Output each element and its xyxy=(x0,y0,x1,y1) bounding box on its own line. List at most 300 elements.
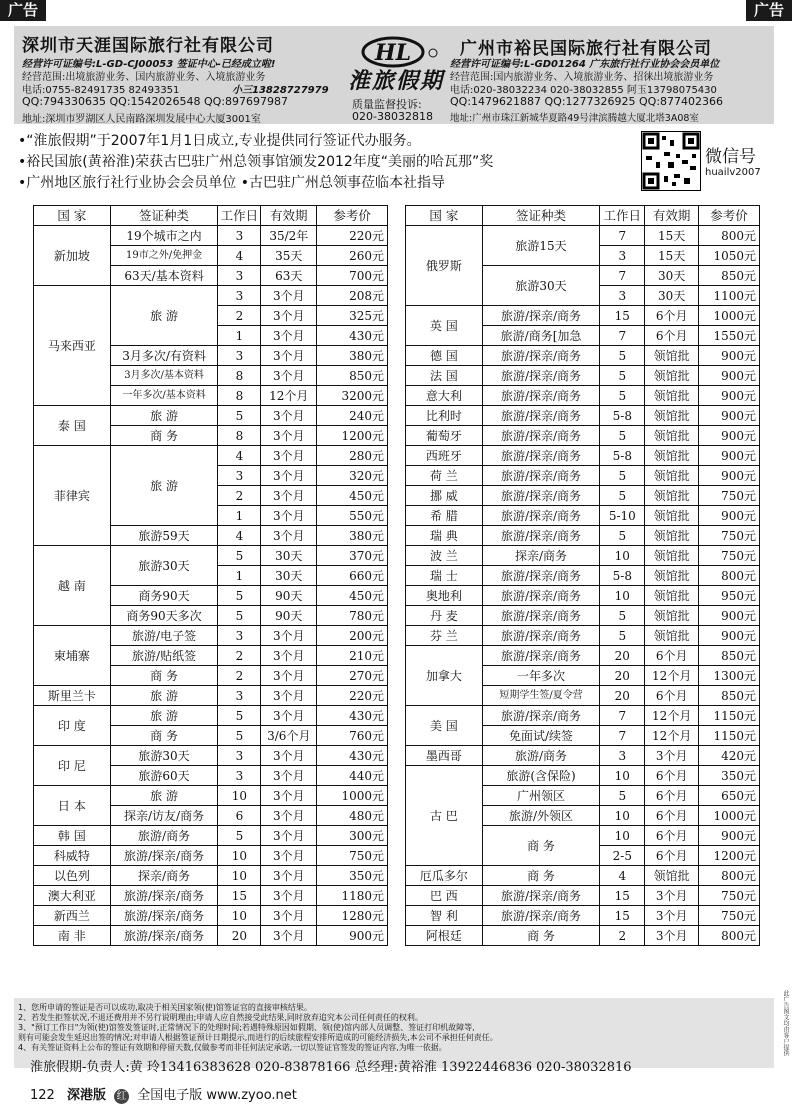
visa-type-cell: 63天/基本资料 xyxy=(110,266,218,286)
site-url[interactable]: 全国电子版 www.zyoo.net xyxy=(137,1088,297,1103)
workdays-cell: 3 xyxy=(600,746,645,766)
validity-cell: 15天 xyxy=(645,246,699,266)
visa-type-cell: 旅游/探亲/商务 xyxy=(482,646,600,666)
table-row xyxy=(406,466,760,486)
visa-type-cell: 3月多次/基本资料 xyxy=(110,366,218,386)
validity-cell: 3个月 xyxy=(261,526,317,546)
price-cell: 850元 xyxy=(699,646,760,666)
workdays-cell: 7 xyxy=(600,726,645,746)
workdays-cell: 3 xyxy=(218,626,261,646)
left-phone: 电话:0755-82491735 82493351 xyxy=(22,85,180,96)
table-row xyxy=(34,626,388,646)
workdays-cell: 3 xyxy=(218,686,261,706)
validity-cell: 30天 xyxy=(645,266,699,286)
workdays-cell: 5-10 xyxy=(600,506,645,526)
logo-mark: HL xyxy=(374,40,412,66)
visa-table-right xyxy=(405,205,760,946)
price-cell: 660元 xyxy=(317,566,388,586)
country-cell: 新加坡 xyxy=(34,226,111,286)
price-cell: 220元 xyxy=(317,226,388,246)
price-cell: 900元 xyxy=(699,406,760,426)
table-row xyxy=(406,886,760,906)
price-cell: 900元 xyxy=(317,926,388,946)
price-cell: 260元 xyxy=(317,246,388,266)
table-row xyxy=(406,226,760,246)
visa-type-cell: 广州领区 xyxy=(482,786,600,806)
price-cell: 1550元 xyxy=(699,326,760,346)
visa-type-cell: 旅游/商务[加急 xyxy=(482,326,600,346)
table-row xyxy=(406,386,760,406)
validity-cell: 3个月 xyxy=(261,766,317,786)
price-cell: 210元 xyxy=(317,646,388,666)
country-cell: 德 国 xyxy=(406,346,483,366)
workdays-cell: 5 xyxy=(218,606,261,626)
price-cell: 3200元 xyxy=(317,386,388,406)
price-cell: 450元 xyxy=(317,586,388,606)
validity-cell: 领馆批 xyxy=(645,346,699,366)
visa-type-cell: 旅游/探亲/商务 xyxy=(482,506,600,526)
validity-cell: 3个月 xyxy=(261,506,317,526)
table-row xyxy=(34,746,388,766)
price-cell: 270元 xyxy=(317,666,388,686)
validity-cell: 6个月 xyxy=(645,306,699,326)
visa-type-cell: 探亲/商务 xyxy=(482,546,600,566)
workdays-cell: 10 xyxy=(600,806,645,826)
validity-cell: 3个月 xyxy=(261,406,317,426)
validity-cell: 3个月 xyxy=(261,906,317,926)
visa-type-cell: 旅游/探亲/商务 xyxy=(482,366,600,386)
visa-type-cell: 旅游/探亲/商务 xyxy=(482,566,600,586)
price-cell: 750元 xyxy=(317,846,388,866)
country-cell: 芬 兰 xyxy=(406,626,483,646)
visa-type-cell: 19市之外/免押金 xyxy=(110,246,218,266)
visa-type-cell: 一年多次/基本资料 xyxy=(110,386,218,406)
price-cell: 320元 xyxy=(317,466,388,486)
price-cell: 370元 xyxy=(317,546,388,566)
price-cell: 900元 xyxy=(699,826,760,846)
country-cell: 意大利 xyxy=(406,386,483,406)
country-cell: 日 本 xyxy=(34,786,111,826)
price-cell: 420元 xyxy=(699,746,760,766)
left-scope: 经营范围:出境旅游业务、国内旅游业务、入境旅游业务 xyxy=(22,72,266,83)
validity-cell: 3个月 xyxy=(261,466,317,486)
validity-cell: 领馆批 xyxy=(645,466,699,486)
validity-cell: 3个月 xyxy=(261,486,317,506)
validity-cell: 90天 xyxy=(261,586,317,606)
validity-cell: 3/6个月 xyxy=(261,726,317,746)
price-cell: 200元 xyxy=(317,626,388,646)
validity-cell: 3个月 xyxy=(261,806,317,826)
validity-cell: 35/2年 xyxy=(261,226,317,246)
workdays-cell: 20 xyxy=(600,666,645,686)
table-row xyxy=(34,866,388,886)
visa-type-cell: 一年多次 xyxy=(482,666,600,686)
workdays-cell: 4 xyxy=(600,866,645,886)
workdays-cell: 1 xyxy=(218,326,261,346)
price-cell: 900元 xyxy=(699,366,760,386)
price-cell: 1200元 xyxy=(317,426,388,446)
workdays-cell: 2-5 xyxy=(600,846,645,866)
visa-table-left xyxy=(33,205,388,946)
table-row xyxy=(34,446,388,466)
validity-cell: 3个月 xyxy=(261,706,317,726)
validity-cell: 3个月 xyxy=(261,886,317,906)
price-cell: 350元 xyxy=(699,766,760,786)
right-company-name: 广州市裕民国际旅行社有限公司 xyxy=(460,39,712,59)
price-cell: 350元 xyxy=(317,866,388,886)
validity-cell: 6个月 xyxy=(645,326,699,346)
price-cell: 800元 xyxy=(699,926,760,946)
visa-type-cell: 旅 游 xyxy=(110,406,218,426)
price-cell: 800元 xyxy=(699,566,760,586)
workdays-cell: 20 xyxy=(600,686,645,706)
country-cell: 智 利 xyxy=(406,906,483,926)
validity-cell: 3个月 xyxy=(261,786,317,806)
validity-cell: 3个月 xyxy=(261,306,317,326)
validity-cell: 12个月 xyxy=(645,706,699,726)
visa-type-cell: 旅游60天 xyxy=(110,766,218,786)
table-row xyxy=(34,786,388,806)
col-header-price: 参考价 xyxy=(699,206,760,226)
right-scope: 经营范围:国内旅游业务、入境旅游业务、招徕出境旅游业务 xyxy=(450,72,714,83)
table-row xyxy=(406,366,760,386)
validity-cell: 3个月 xyxy=(261,826,317,846)
visa-type-cell: 旅 游 xyxy=(110,706,218,726)
visa-type-cell: 3月多次/有资料 xyxy=(110,346,218,366)
table-row xyxy=(406,426,760,446)
workdays-cell: 4 xyxy=(218,526,261,546)
validity-cell: 领馆批 xyxy=(645,606,699,626)
price-cell: 800元 xyxy=(699,866,760,886)
visa-type-cell: 短期学生签/夏令营 xyxy=(482,686,600,706)
workdays-cell: 7 xyxy=(600,706,645,726)
country-cell: 葡萄牙 xyxy=(406,426,483,446)
workdays-cell: 5 xyxy=(600,526,645,546)
validity-cell: 6个月 xyxy=(645,786,699,806)
validity-cell: 30天 xyxy=(261,566,317,586)
left-contact: 小三13828727979 xyxy=(232,85,329,96)
side-note: 此广告图文均由客户提供 xyxy=(782,990,789,1056)
visa-type-cell: 旅游/探亲/商务 xyxy=(482,706,600,726)
table-row xyxy=(406,486,760,506)
validity-cell: 领馆批 xyxy=(645,586,699,606)
price-cell: 750元 xyxy=(699,546,760,566)
table-row xyxy=(34,826,388,846)
workdays-cell: 2 xyxy=(218,666,261,686)
table-row xyxy=(34,406,388,426)
wechat-label: 微信号 xyxy=(705,147,756,167)
country-cell: 挪 威 xyxy=(406,486,483,506)
table-row xyxy=(406,766,760,786)
workdays-cell: 20 xyxy=(218,926,261,946)
price-cell: 750元 xyxy=(699,906,760,926)
price-cell: 800元 xyxy=(699,226,760,246)
country-cell: 丹 麦 xyxy=(406,606,483,626)
workdays-cell: 10 xyxy=(218,866,261,886)
workdays-cell: 5 xyxy=(600,486,645,506)
visa-type-cell: 旅游/商务 xyxy=(482,746,600,766)
price-cell: 850元 xyxy=(699,266,760,286)
ad-label-left: 广告 xyxy=(0,0,46,21)
workdays-cell: 5 xyxy=(600,786,645,806)
price-cell: 220元 xyxy=(317,686,388,706)
col-header-visa-type: 签证种类 xyxy=(482,206,600,226)
validity-cell: 3个月 xyxy=(261,346,317,366)
validity-cell: 90天 xyxy=(261,606,317,626)
visa-type-cell: 旅游30天 xyxy=(110,746,218,766)
announcement-3: •广州地区旅行社行业协会会员单位 •古巴驻广州总领事莅临本社指导 xyxy=(18,175,445,191)
workdays-cell: 4 xyxy=(218,446,261,466)
visa-type-cell: 探亲/商务 xyxy=(110,866,218,886)
workdays-cell: 15 xyxy=(600,306,645,326)
price-cell: 300元 xyxy=(317,826,388,846)
country-cell: 印 度 xyxy=(34,706,111,746)
validity-cell: 领馆批 xyxy=(645,386,699,406)
edition-mark-icon: 红 xyxy=(114,1089,129,1104)
price-cell: 550元 xyxy=(317,506,388,526)
price-cell: 1280元 xyxy=(317,906,388,926)
validity-cell: 领馆批 xyxy=(645,626,699,646)
workdays-cell: 5 xyxy=(600,426,645,446)
price-cell: 760元 xyxy=(317,726,388,746)
workdays-cell: 5 xyxy=(600,606,645,626)
validity-cell: 3个月 xyxy=(261,626,317,646)
table-row xyxy=(406,526,760,546)
workdays-cell: 3 xyxy=(600,246,645,266)
validity-cell: 63天 xyxy=(261,266,317,286)
left-license: 经营许可证编号:L-GD-CJ00053 签证中心-已经成立啦! xyxy=(22,59,276,70)
workdays-cell: 5 xyxy=(600,346,645,366)
price-cell: 430元 xyxy=(317,326,388,346)
contact-line: 淮旅假期-负责人:黄 玲13416383628 020-83878166 总经理:黄裕淮 13922446836 020-38032816 xyxy=(30,1060,632,1075)
price-cell: 900元 xyxy=(699,446,760,466)
visa-type-cell: 旅游/外领区 xyxy=(482,806,600,826)
validity-cell: 3个月 xyxy=(261,646,317,666)
visa-type-cell: 商 务 xyxy=(482,826,600,866)
workdays-cell: 15 xyxy=(600,906,645,926)
validity-cell: 3个月 xyxy=(261,846,317,866)
right-phone: 电话:020-38032234 020-38032855 阿玉13798075430 xyxy=(450,85,717,96)
price-cell: 750元 xyxy=(699,486,760,506)
validity-cell: 3个月 xyxy=(261,866,317,886)
workdays-cell: 3 xyxy=(218,346,261,366)
visa-type-cell: 旅游/探亲/商务 xyxy=(482,906,600,926)
workdays-cell: 15 xyxy=(600,886,645,906)
table-row xyxy=(406,626,760,646)
validity-cell: 30天 xyxy=(645,286,699,306)
country-cell: 希 腊 xyxy=(406,506,483,526)
price-cell: 700元 xyxy=(317,266,388,286)
note-4: 4、有关签证资料上公布的签证有效期和停留天数,仅做参考而非任何法定承诺,一切以签证官签发的签证内容,为唯一依据。 xyxy=(18,1043,447,1052)
visa-type-cell: 商 务 xyxy=(110,666,218,686)
workdays-cell: 3 xyxy=(600,286,645,306)
table-row xyxy=(34,226,388,246)
table-row xyxy=(406,586,760,606)
left-address: 地址:深圳市罗湖区人民南路深圳发展中心大厦3001室 xyxy=(22,114,261,125)
workdays-cell: 5 xyxy=(218,586,261,606)
visa-type-cell: 旅游/探亲/商务 xyxy=(110,926,218,946)
validity-cell: 6个月 xyxy=(645,686,699,706)
country-cell: 英 国 xyxy=(406,306,483,346)
workdays-cell: 10 xyxy=(218,786,261,806)
price-cell: 1180元 xyxy=(317,886,388,906)
table-row xyxy=(34,926,388,946)
price-cell: 240元 xyxy=(317,406,388,426)
price-cell: 480元 xyxy=(317,806,388,826)
validity-cell: 6个月 xyxy=(645,806,699,826)
visa-type-cell: 旅游59天 xyxy=(110,526,218,546)
visa-type-cell: 旅游/电子签 xyxy=(110,626,218,646)
country-cell: 泰 国 xyxy=(34,406,111,446)
workdays-cell: 15 xyxy=(218,886,261,906)
table-row xyxy=(406,446,760,466)
col-header-workdays: 工作日 xyxy=(600,206,645,226)
visa-type-cell: 探亲/访友/商务 xyxy=(110,806,218,826)
visa-type-cell: 旅游/探亲/商务 xyxy=(482,306,600,326)
visa-type-cell: 19个城市之内 xyxy=(110,226,218,246)
announcement-1: •“淮旅假期”于2007年1月1日成立,专业提供同行签证代办服务。 xyxy=(18,133,421,149)
price-cell: 850元 xyxy=(699,686,760,706)
price-cell: 900元 xyxy=(699,506,760,526)
table-row xyxy=(34,886,388,906)
table-row xyxy=(406,346,760,366)
workdays-cell: 10 xyxy=(600,826,645,846)
visa-type-cell: 免面试/续签 xyxy=(482,726,600,746)
visa-type-cell: 旅游/商务 xyxy=(110,826,218,846)
workdays-cell: 10 xyxy=(600,586,645,606)
price-cell: 950元 xyxy=(699,586,760,606)
table-row xyxy=(406,546,760,566)
validity-cell: 3个月 xyxy=(261,926,317,946)
country-cell: 菲律宾 xyxy=(34,446,111,546)
table-row xyxy=(406,506,760,526)
visa-type-cell: 旅游/探亲/商务 xyxy=(482,586,600,606)
validity-cell: 3个月 xyxy=(261,426,317,446)
country-cell: 法 国 xyxy=(406,366,483,386)
validity-cell: 3个月 xyxy=(645,746,699,766)
visa-type-cell: 旅游/探亲/商务 xyxy=(110,886,218,906)
left-company-name: 深圳市天涯国际旅行社有限公司 xyxy=(22,36,274,56)
col-header-visa-type: 签证种类 xyxy=(110,206,218,226)
visa-type-cell: 旅游/探亲/商务 xyxy=(482,426,600,446)
price-cell: 380元 xyxy=(317,346,388,366)
price-cell: 1000元 xyxy=(317,786,388,806)
page-number: 122 xyxy=(30,1088,55,1103)
col-header-country: 国 家 xyxy=(406,206,483,226)
visa-type-cell: 旅游/探亲/商务 xyxy=(482,466,600,486)
price-cell: 1100元 xyxy=(699,286,760,306)
workdays-cell: 1 xyxy=(218,566,261,586)
workdays-cell: 7 xyxy=(600,226,645,246)
footer xyxy=(30,1084,297,1104)
validity-cell: 6个月 xyxy=(645,846,699,866)
price-cell: 780元 xyxy=(317,606,388,626)
workdays-cell: 8 xyxy=(218,426,261,446)
visa-type-cell: 旅游(含保险) xyxy=(482,766,600,786)
validity-cell: 12个月 xyxy=(645,666,699,686)
country-cell: 马来西亚 xyxy=(34,286,111,406)
visa-type-cell: 商 务 xyxy=(482,926,600,946)
validity-cell: 领馆批 xyxy=(645,866,699,886)
workdays-cell: 5 xyxy=(600,466,645,486)
country-cell: 奥地利 xyxy=(406,586,483,606)
workdays-cell: 6 xyxy=(218,806,261,826)
workdays-cell: 5 xyxy=(218,726,261,746)
wechat-id: huailv2007 xyxy=(705,167,761,178)
price-cell: 430元 xyxy=(317,706,388,726)
visa-type-cell: 旅游/探亲/商务 xyxy=(482,606,600,626)
price-cell: 450元 xyxy=(317,486,388,506)
price-cell: 280元 xyxy=(317,446,388,466)
country-cell: 澳大利亚 xyxy=(34,886,111,906)
validity-cell: 6个月 xyxy=(645,766,699,786)
visa-type-cell: 旅游/贴纸签 xyxy=(110,646,218,666)
price-cell: 208元 xyxy=(317,286,388,306)
workdays-cell: 3 xyxy=(218,466,261,486)
col-header-price: 参考价 xyxy=(317,206,388,226)
price-cell: 1000元 xyxy=(699,806,760,826)
country-cell: 科威特 xyxy=(34,846,111,866)
workdays-cell: 2 xyxy=(218,306,261,326)
price-cell: 900元 xyxy=(699,346,760,366)
visa-type-cell: 旅游30天 xyxy=(482,266,600,306)
workdays-cell: 5-8 xyxy=(600,566,645,586)
validity-cell: 3个月 xyxy=(261,366,317,386)
table-row xyxy=(406,306,760,326)
country-cell: 越 南 xyxy=(34,546,111,626)
visa-type-cell: 商务90天多次 xyxy=(110,606,218,626)
country-cell: 阿根廷 xyxy=(406,926,483,946)
validity-cell: 领馆批 xyxy=(645,366,699,386)
price-cell: 850元 xyxy=(317,366,388,386)
validity-cell: 领馆批 xyxy=(645,526,699,546)
table-row xyxy=(406,926,760,946)
ad-label-right: 广告 xyxy=(746,0,792,21)
workdays-cell: 10 xyxy=(600,766,645,786)
col-header-validity: 有效期 xyxy=(261,206,317,226)
price-cell: 900元 xyxy=(699,606,760,626)
logo-text: 淮旅假期 xyxy=(348,68,445,94)
price-cell: 900元 xyxy=(699,426,760,446)
workdays-cell: 5 xyxy=(218,546,261,566)
validity-cell: 3个月 xyxy=(261,326,317,346)
visa-type-cell: 商务90天 xyxy=(110,586,218,606)
workdays-cell: 10 xyxy=(218,846,261,866)
price-cell: 650元 xyxy=(699,786,760,806)
price-cell: 1300元 xyxy=(699,666,760,686)
left-qq: QQ:794330635 QQ:1542026548 QQ:897697987 xyxy=(22,95,289,108)
price-cell: 900元 xyxy=(699,626,760,646)
country-cell: 加拿大 xyxy=(406,646,483,706)
note-2: 2、若发生拒签状况,不退还费用并不另行说明理由;申请人应自然接受此结果,同时放弃追究本公司任何责任的权利。 xyxy=(18,1013,423,1022)
price-cell: 430元 xyxy=(317,746,388,766)
price-cell: 750元 xyxy=(699,526,760,546)
table-row xyxy=(406,906,760,926)
price-cell: 380元 xyxy=(317,526,388,546)
validity-cell: 领馆批 xyxy=(645,486,699,506)
table-row xyxy=(34,846,388,866)
workdays-cell: 8 xyxy=(218,386,261,406)
workdays-cell: 3 xyxy=(218,226,261,246)
announcement-2: •裕民国旅(黄裕淮)荣获古巴驻广州总领事馆颁发2012年度“美丽的哈瓦那”奖 xyxy=(18,154,494,170)
edition-name: 深港版 xyxy=(66,1088,106,1103)
note-3: 3、"预订工作日"为领(使)馆签发签证时,正常情况下的处理时间;若遇特殊原因如假期、领(使)馆内部人员调整、签证打印机故障等, xyxy=(18,1023,475,1032)
workdays-cell: 5-8 xyxy=(600,406,645,426)
country-cell: 印 尼 xyxy=(34,746,111,786)
workdays-cell: 10 xyxy=(218,906,261,926)
complaint-label: 质量监督投诉: xyxy=(352,98,422,111)
note-3b: 则有可能会发生延迟出签的情况;对申请人根据签证预计日期提示,而进行的后续旅程安排所造成的可能经济损失,本公司不承担任何责任。 xyxy=(18,1033,498,1042)
